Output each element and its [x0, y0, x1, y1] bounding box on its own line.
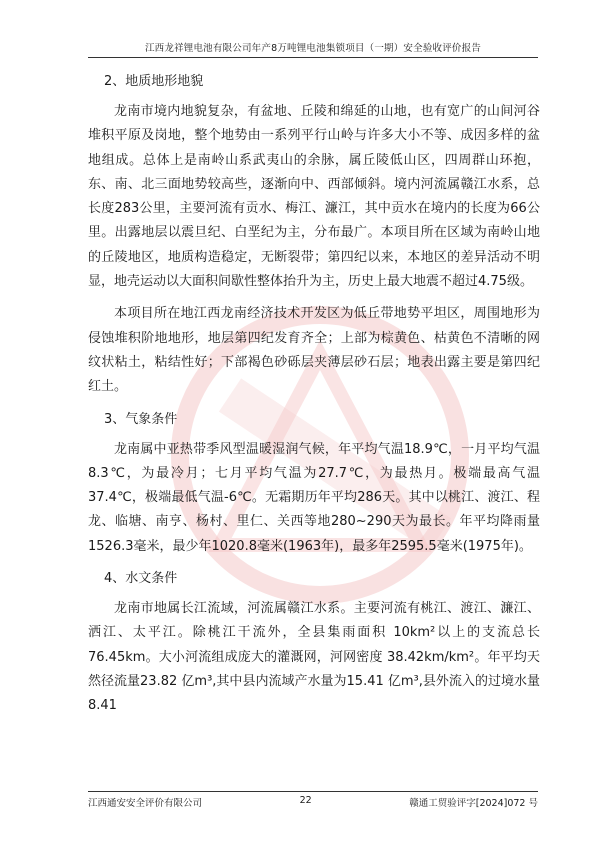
section-heading-hydrology: 4、水文条件 [104, 571, 178, 587]
footer-company: 江西通安安全评价有限公司 [88, 798, 203, 809]
document-body [88, 70, 540, 727]
paragraph: 本项目所在地江西龙南经济技术开发区为低丘带地势平坦区，周围地形为侵蚀堆积阶地地形，地层第四纪发育齐全；上部为棕黄色、枯黄色不清晰的网纹状粘土，粘结性好；下部褐色砂砾层夹薄层砂石层；地表出露主要是第四纪红土。 [88, 306, 540, 395]
page-footer [88, 791, 538, 809]
paragraph: 龙南市地属长江流域，河流属赣江水系。主要河流有桃江、渡江、濂江、洒江、太平江。除桃江干流外，全县集雨面积 10km²以上的支流总长76.45km。大小河流组成庞大的灌溉网，河网密度 38.42km/km²。年平均天然径流量23.82 亿m³,其中县内流域产水量为15.41 亿m³,县外流入的过境水量 8.41 [88, 601, 540, 714]
paragraph: 龙南市境内地貌复杂，有盆地、丘陵和绵延的山地，也有宽广的山间河谷堆积平原及岗地，整个地势由一系列平行山岭与许多大小不等、成因多样的盆地组成。总体上是南岭山系武夷山的余脉，属丘陵低山区，四周群山环抱，东、南、北三面地势较高些，逐渐向中、西部倾斜。境内河流属赣江水系，总长度283公里，主要河流有贡水、梅江、濂江，其中贡水在境内的长度为66公里。出露地层以震旦纪、白垩纪为主，分布最广。本项目所在区域为南岭山地的丘陵地区，地质构造稳定，无断裂带；第四纪以来，本地区的差异活动不明显，地壳运动以大面积间歇性整体抬升为主，历史上最大地震不超过4.75级。 [88, 104, 540, 290]
section-heading-geology: 2、地质地形地貌 [104, 74, 204, 89]
document-number: 赣通工贸验评字[2024]072 号 [409, 798, 538, 809]
page-number: 22 [299, 795, 312, 806]
paragraph: 龙南属中亚热带季风型温暖湿润气候，年平均气温18.9℃，一月平均气温8.3℃，为最冷月；七月平均气温为27.7℃，为最热月。极端最高气温37.4℃，极端最低气温-6℃。无霜期历年平均286天。其中以桃江、渡江、程龙、临塘、南亨、杨村、里仁、关西等地280~290天为最长。年平均降雨量1526.3毫米，最少年1020.8毫米(1963年)，最多年2595.5毫米(1975年)。 [88, 441, 540, 554]
section-heading-climate: 3、气象条件 [104, 411, 178, 427]
page-header: 江西龙祥锂电池有限公司年产8万吨锂电池集锁项目（一期）安全验收评价报告 [88, 40, 538, 58]
